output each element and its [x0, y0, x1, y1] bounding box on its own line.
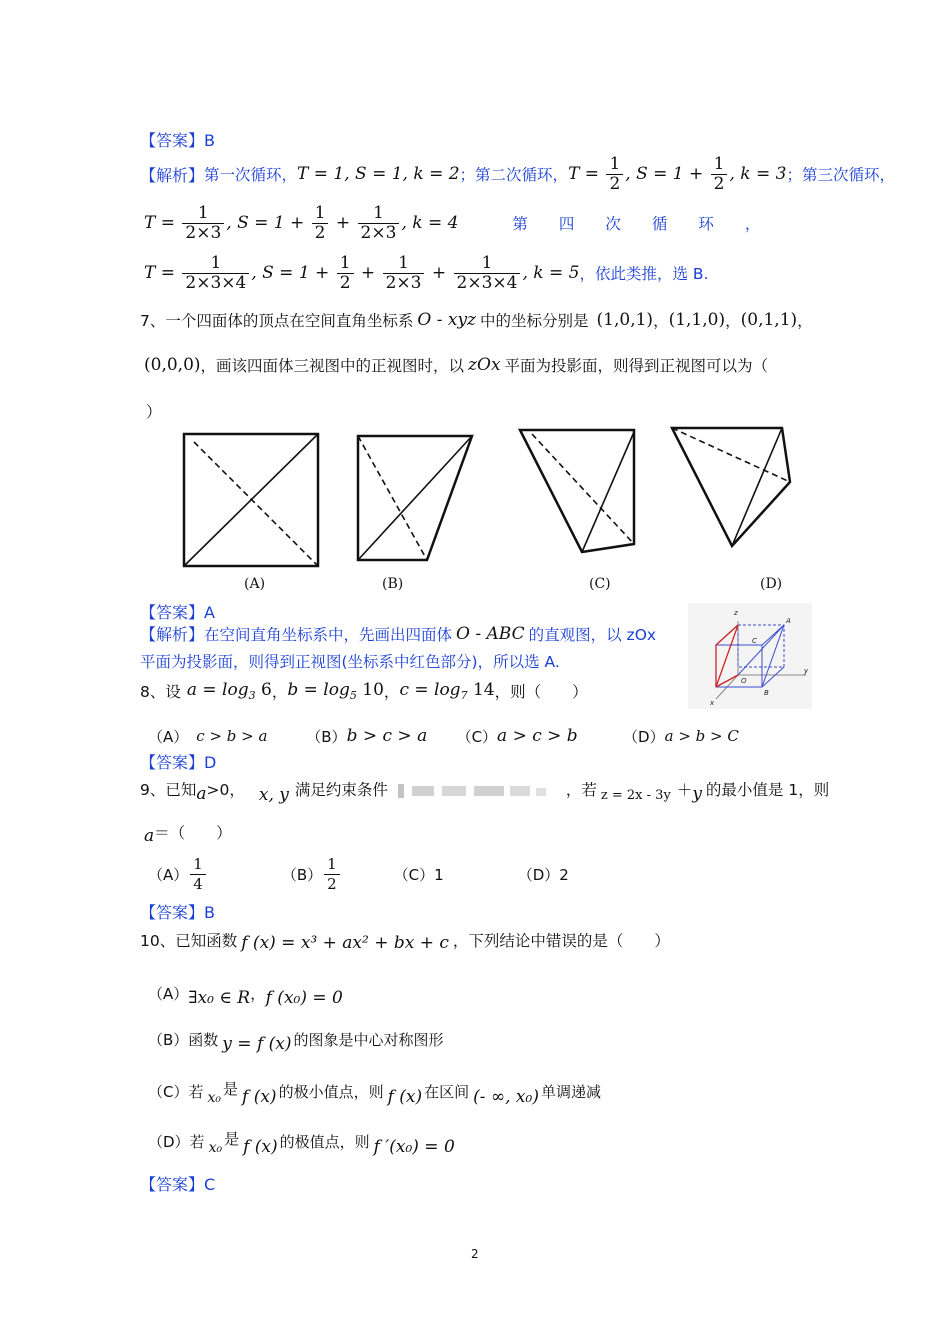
q8-c: [399, 680, 494, 702]
q10-a-math-2: f (x₀) = 0: [265, 988, 343, 1008]
q6-third-loop: ；第三次循环，: [786, 166, 895, 184]
cube-label-c: C: [752, 637, 757, 645]
q10-d-math: f ′(x₀) = 0: [373, 1137, 455, 1157]
q9-opt-a-label: （A）: [148, 865, 189, 884]
q7-analysis-line-1: [140, 622, 656, 645]
analysis-tag: 【解析】: [140, 165, 205, 185]
cube-label-x: x: [710, 699, 715, 707]
q9-stem-2: 满足约束条件: [294, 781, 388, 799]
q7-analysis-1b: 的直观图，以 zOx: [528, 625, 657, 644]
label-d: (D): [760, 576, 783, 592]
q8-a-log: a = log: [186, 680, 249, 700]
q9-a: a: [196, 784, 207, 804]
q6-second-k: , k = 3: [729, 163, 787, 184]
q6-fourth-k: , k = 5: [522, 262, 580, 283]
q7-tetra: O - ABC: [456, 623, 525, 644]
q9-plus: ＋: [676, 781, 693, 799]
q10-stem-line: [140, 925, 670, 955]
q8-b-base: 5: [349, 689, 357, 702]
q7-stem-line-1: 7、一个四面体的顶点在空间直角坐标系 O - xyz 中的坐标分别是 (1,0,1) ， (1,1,0) ， (0,1,1) ，: [140, 310, 813, 330]
q9-opt-c: （C）1: [393, 865, 444, 884]
q10-d-label: （D）若: [148, 1132, 205, 1151]
q10-d-x0: x₀: [208, 1140, 223, 1156]
q7-point-2: (1,1,0): [668, 310, 726, 330]
q7-point-3: (0,1,1): [740, 310, 798, 330]
q8-opt-c: a > c > b: [497, 726, 578, 746]
q8-answer-value: D: [204, 753, 217, 772]
q6-analysis-line-2: [144, 200, 804, 246]
figure-a: [184, 434, 318, 566]
q6-fourth-math: T = $\frac{1}{2\times 3\times 4}$ , S = 1 + $\frac{1}{2}$ + $\frac{1}{2\times 3}$ + $\frac{1}{2\times 3\times 4}$ , k = 5: [144, 252, 580, 293]
q9-opt-a-num: 1: [190, 855, 206, 875]
q6-answer-value: B: [204, 131, 215, 150]
q10-d-t2: 的极值点，则: [279, 1132, 370, 1151]
q6-second-math: T = $\frac{1}{2}$ , S = 1 + $\frac{1}{2}$ , k = 3: [568, 153, 787, 194]
q6-third-k: , k = 4: [401, 212, 459, 233]
q8-a-base: 3: [248, 689, 256, 702]
q7-analysis-2: 平面为投影面，则得到正视图(坐标系中红色部分)，所以选 A.: [140, 653, 560, 671]
figure-c: [520, 430, 634, 552]
q9-stem-line-2: [144, 818, 232, 846]
q8-a-arg: 6: [255, 680, 272, 700]
q8-opt-b-label: （B）: [306, 727, 347, 746]
figure-b: [358, 436, 472, 560]
answer-tag: 【答案】: [140, 603, 205, 622]
analysis-tag: 【解析】: [140, 625, 205, 644]
q9-xy: x, y: [258, 785, 289, 805]
q7-stem-4: 平面为投影面，则得到正视图可以为（: [504, 357, 769, 375]
q10-c-fx-2: f (x): [387, 1087, 423, 1107]
answer-tag: 【答案】: [140, 753, 205, 772]
q6-fourth-label: 第 四 次 循 环 ，: [512, 215, 761, 233]
q10-answer-line: [140, 1172, 215, 1195]
q8-opt-b: b > c > a: [346, 726, 428, 746]
q10-d-fx: f (x): [243, 1137, 278, 1157]
label-b: (B): [382, 576, 404, 592]
q8-options: [148, 722, 739, 750]
q10-a-math: ∃x₀ ∈ R: [188, 988, 251, 1008]
q10-stem-2: ，下列结论中错误的是（ ）: [452, 932, 670, 950]
q10-c-label: （C）若: [148, 1082, 204, 1101]
label-a: (A): [244, 576, 266, 592]
q8-b-log: b = log: [287, 680, 350, 700]
q10-b-text: 的图象是中心对称图形: [293, 1030, 444, 1049]
q9-answer-line: [140, 900, 215, 923]
answer-tag: 【答案】: [140, 903, 205, 922]
q10-c-x0: x₀: [207, 1090, 221, 1106]
q7-system: O - xyz: [417, 310, 477, 330]
q8-b-arg: 10: [356, 680, 384, 700]
q10-c-t4: 单调递减: [540, 1082, 601, 1101]
q10-function: f (x) = x³ + ax² + bx + c: [241, 933, 449, 953]
q9-opt-d: （D）2: [517, 865, 569, 884]
q7-stem-3: ，画该四面体三视图中的正视图时，以: [200, 357, 465, 375]
q6-analysis-line-3: [144, 250, 708, 296]
q10-a-label: （A）: [148, 984, 189, 1003]
q8-b: [287, 680, 384, 702]
q9-stem-3: ，若: [565, 781, 597, 799]
q8-c-arg: 14: [467, 680, 495, 700]
label-c: (C): [589, 576, 611, 592]
q7-stem-line-2: [144, 350, 768, 380]
q10-option-a: （A） ∃x₀ ∈ R ， f (x₀) = 0: [148, 984, 343, 1008]
q10-c-fx: f (x): [242, 1087, 277, 1107]
q8-stem: 8、设: [140, 683, 181, 701]
q9-stem-1: 9、已知: [140, 781, 197, 799]
q10-c-t3: 在区间: [424, 1082, 470, 1101]
q8-opt-d: a > b > C: [664, 727, 739, 745]
q9-opt-a-den: 4: [193, 874, 203, 893]
q8-opt-c-label: （C）: [456, 727, 498, 746]
q10-option-d: [148, 1124, 457, 1158]
q10-c-t2: 的极小值点，则: [278, 1082, 384, 1101]
q9-gt0: >0，: [206, 781, 245, 799]
q9-opt-b-num: 1: [324, 855, 340, 875]
q6-analysis-line-1: [140, 152, 895, 196]
cube-label-z: z: [734, 609, 738, 617]
q10-d-t1: 是: [224, 1129, 240, 1148]
q6-answer-line: [140, 128, 215, 151]
q8-opt-a: c > b > a: [196, 727, 268, 745]
q9-opt-b: [324, 855, 340, 894]
q9-y: y: [692, 784, 702, 804]
figure-d: [672, 428, 790, 546]
q10-option-b: [148, 1022, 444, 1056]
q9-z: z = 2x - 3y: [600, 787, 671, 803]
q9-answer-value: B: [204, 903, 215, 922]
q6-third-math: T = $\frac{1}{2\times 3}$ , S = 1 + $\frac{1}{2}$ + $\frac{1}{2\times 3}$ , k = 4: [144, 202, 459, 243]
q7-analysis-1: 在空间直角坐标系中，先画出四面体: [204, 625, 453, 644]
q7-point-1: (1,0,1): [596, 310, 654, 330]
q8-c-log: c = log: [399, 680, 461, 700]
q6-first-loop: 第一次循环，: [204, 166, 298, 184]
q7-answer-line: [140, 600, 215, 623]
q7-answer-value: A: [204, 603, 215, 622]
q8-opt-a-label: （A）: [148, 727, 189, 746]
q10-option-c: [148, 1074, 601, 1108]
q8-a: [187, 680, 272, 702]
q7-point-4: (0,0,0): [144, 355, 201, 375]
answer-tag: 【答案】: [140, 131, 205, 150]
q7-stem-5: ）: [146, 403, 162, 421]
cube-label-y: y: [804, 667, 809, 675]
q9-constraint-blurred: [398, 778, 558, 800]
cube-label-a: A: [786, 617, 791, 625]
q9-opt-a: [190, 855, 206, 894]
cube-label-b: B: [764, 689, 769, 697]
q8-c-base: 7: [460, 689, 468, 702]
q7-option-figures: [172, 420, 812, 570]
q9-opt-b-den: 2: [327, 874, 337, 893]
q10-answer-value: C: [204, 1175, 216, 1194]
q10-c-t1: 是: [223, 1079, 239, 1098]
q6-conclusion: ，依此类推，选 B.: [579, 265, 709, 283]
q9-stem-line: [140, 772, 829, 806]
q7-plane: zOx: [468, 355, 501, 375]
q9-stem-4: 的最小值是 1，则: [705, 781, 830, 799]
q7-stem-1: 7、一个四面体的顶点在空间直角坐标系: [140, 312, 414, 330]
q10-c-interval: (- ∞, x₀): [473, 1087, 539, 1107]
q10-b-label: （B）函数: [148, 1030, 219, 1049]
cube-label-o: O: [741, 677, 747, 685]
q9-a-2: a: [144, 826, 155, 846]
q10-stem-1: 10、已知函数: [140, 932, 238, 950]
q9-options: [148, 852, 569, 896]
q10-b-math: y = f (x): [222, 1034, 292, 1054]
q6-first-math: T = 1, S = 1, k = 2: [297, 164, 460, 184]
q9-eq: ＝（ ）: [154, 824, 232, 842]
answer-tag: 【答案】: [140, 1175, 205, 1194]
q8-stem-line: 8、设 $a = \log_3 6$ ， $b = \log_5 10$ ， $c = \log_7 14$ ，则（ ）: [140, 680, 588, 702]
q7-stem-2: 中的坐标分别是: [480, 312, 589, 330]
q7-cube-diagram: [688, 603, 812, 709]
page-number: 2: [471, 1247, 479, 1261]
q9-opt-b-label: （B）: [281, 865, 323, 884]
q8-stem-2: ，则（ ）: [494, 683, 588, 701]
q8-opt-d-label: （D）: [623, 727, 665, 746]
q8-answer-line: [140, 750, 216, 773]
q6-second-loop: ；第二次循环，: [459, 166, 569, 184]
